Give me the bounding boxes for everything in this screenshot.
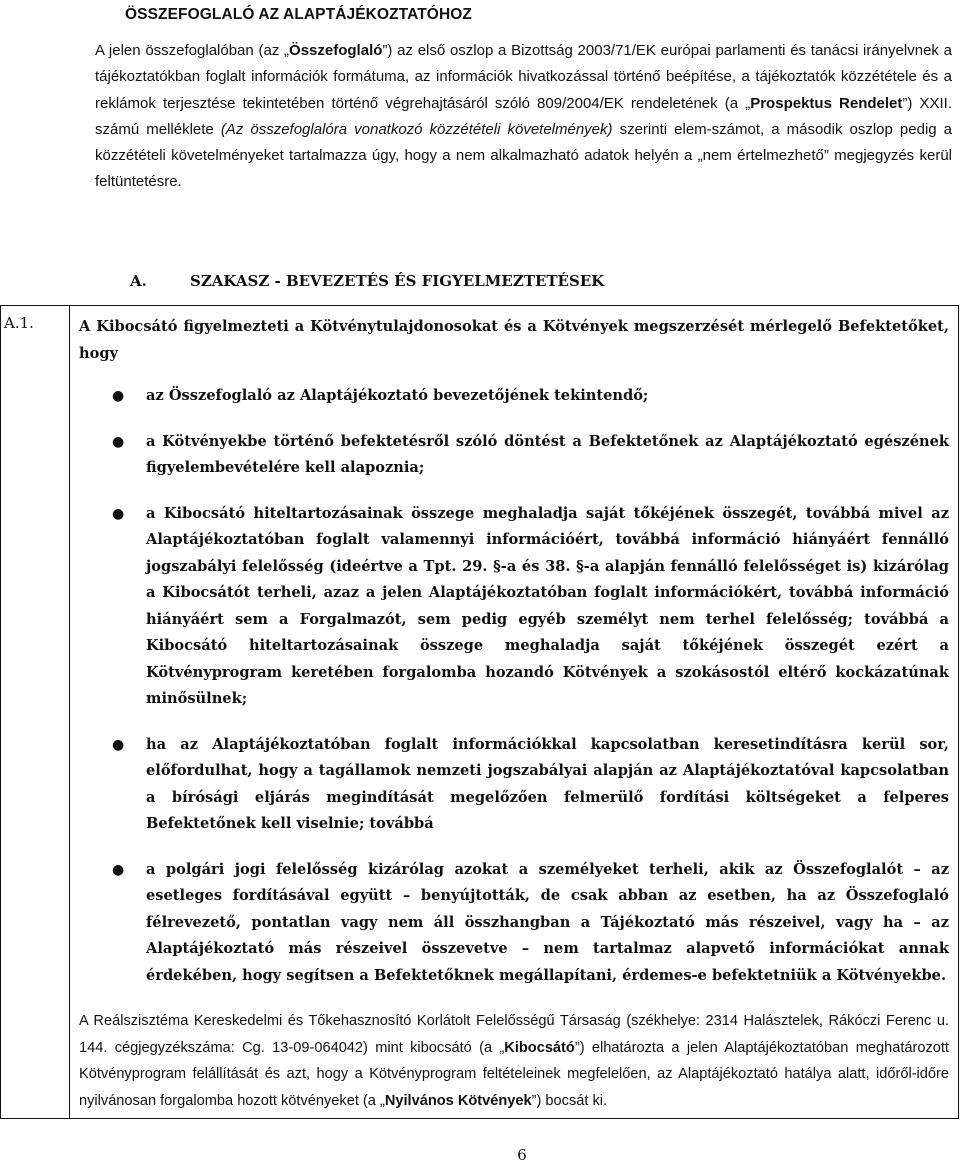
bullet-icon: ● xyxy=(112,861,125,878)
annex-title: (Az összefoglalóra vonatkozó közzétételi követelmények) xyxy=(220,120,613,138)
element-content xyxy=(79,314,949,1114)
table-column-divider xyxy=(69,306,70,1118)
bullet-icon: ● xyxy=(112,736,125,753)
term-kibocsato: Kibocsátó xyxy=(504,1039,575,1056)
warning-list xyxy=(79,383,949,989)
list-item: ● a Kötvényekbe történő befektetésről szóló döntést a Befektetőnek az Alaptájékoztató egészének figyelembevételére kell alapoznia; xyxy=(79,429,949,482)
bullet-icon: ● xyxy=(112,433,125,450)
summary-table xyxy=(0,305,959,1119)
bullet-icon: ● xyxy=(112,388,125,404)
element-id: A.1. xyxy=(4,314,34,332)
warning-lead: A Kibocsátó figyelmezteti a Kötvénytulajdonosokat és a Kötvények megszerzését mérlegelő Befektetőket, hogy xyxy=(79,318,949,362)
page-title: ÖSSZEFOGLALÓ AZ ALAPTÁJÉKOZTATÓHOZ xyxy=(125,6,472,23)
bullet-icon: ● xyxy=(112,505,125,522)
table-left-border xyxy=(0,306,1,1118)
list-item: ● a Kibocsátó hiteltartozásainak összege meghaladja saját tőkéjének összegét, továbbá mivel az Alaptájékoztatóban foglalt valamennyi információért, továbbá információ hiányáért fennálló jogszabályi felelősség (ideértve a Tpt. 29. §-a és 38. §-a alapján fennálló felelősséget is) kizárólag a Kibocsátót terheli, azaz a jelen Alaptájékoztatóban foglalt információkért, továbbá információ hiányáért sem a Forgalmazót, sem pedig egyéb személyt nem terhel felelősség; továbbá a Kibocsátó hiteltartozásainak összege meghaladja saját tőkéjének összegét ezért a Kötvényprogram keretében forgalomba hozandó Kötvények a szokásostól eltérő kockázatúnak minősülnek; xyxy=(79,501,949,713)
intro-paragraph: A jelen összefoglalóban (az „Összefoglaló”) az első oszlop a Bizottság 2003/71/EK európai parlamenti és tanácsi irányelvnek a tájékoztatókban foglalt információk formátuma, az információk hivatkozással történő beépítése, a tájékoztatók közzététele és a reklámok terjesztése tekintetében történő végrehajtásáról szóló 809/2004/EK rendeletének (a „Prospektus Rendelet”) XXII. számú melléklete (Az összefoglalóra vonatkozó közzétételi követelmények) szerinti elem-számot, a második oszlop pedig a közzétételi követelményeket tartalmazza úgy, hogy a nem alkalmazható adatok helyén a „nem értelmezhető” megjegyzés kerül feltüntetésre. xyxy=(95,42,953,191)
section-title: SZAKASZ - BEVEZETÉS ÉS FIGYELMEZTETÉSEK xyxy=(190,272,605,290)
list-item: ● a polgári jogi felelősség kizárólag azokat a személyeket terheli, akik az Összefoglalót – az esetleges fordításával együtt – benyújtották, de csak abban az esetben, ha az Összefoglaló félrevezető, pontatlan vagy nem áll összhangban a Tájékoztató más részeivel, vagy ha – az Alaptájékoztató más részeivel összevetve – nem tartalmaz alapvető információkat annak érdekében, hogy segítsen a Befektetőknek megállapítani, érdemes-e befektetniük a Kötvényekbe. xyxy=(79,857,949,990)
list-item: ● ha az Alaptájékoztatóban foglalt információkkal kapcsolatban keresetindításra kerül sor, előfordulhat, hogy a tagállamok nemzeti jogszabályai alapján az Alaptájékoztatóval kapcsolatban a bírósági eljárás megindítását megelőzően felmerülő fordítási költségeket a felperes Befektetőnek kell viselnie; továbbá xyxy=(79,732,949,838)
term-nyilvanos-kotvenyek: Nyilvános Kötvények xyxy=(384,1092,532,1109)
table-right-border xyxy=(958,306,959,1118)
issuer-paragraph: A Reálszisztéma Kereskedelmi és Tőkehasznosító Korlátolt Felelősségű Társaság (székhelye: 2314 Halásztelek, Rákóczi Ferenc u. 144. cégjegyzékszáma: Cg. 13-09-064042) mint kibocsátó (a „Kibocsátó”) elhatározta a jelen Alaptájékoztatóban meghatározott Kötvényprogram felállítását és azt, hogy a Kötvényprogram feltételeinek megfelelően, az Alaptájékoztató hatálya alatt, időről-időre nyilvánosan forgalomba hozott kötvényeket (a „Nyilvános Kötvények”) bocsát ki. xyxy=(79,1013,949,1109)
list-item: ● az Összefoglaló az Alaptájékoztató bevezetőjének tekintendő; xyxy=(79,383,949,410)
page-number: 6 xyxy=(517,1146,527,1164)
term-prospektus-rendelet: Prospektus Rendelet xyxy=(750,94,903,112)
section-number: A. xyxy=(130,272,147,290)
section-heading xyxy=(130,272,604,290)
term-osszefoglalo: Összefoglaló xyxy=(289,42,383,59)
